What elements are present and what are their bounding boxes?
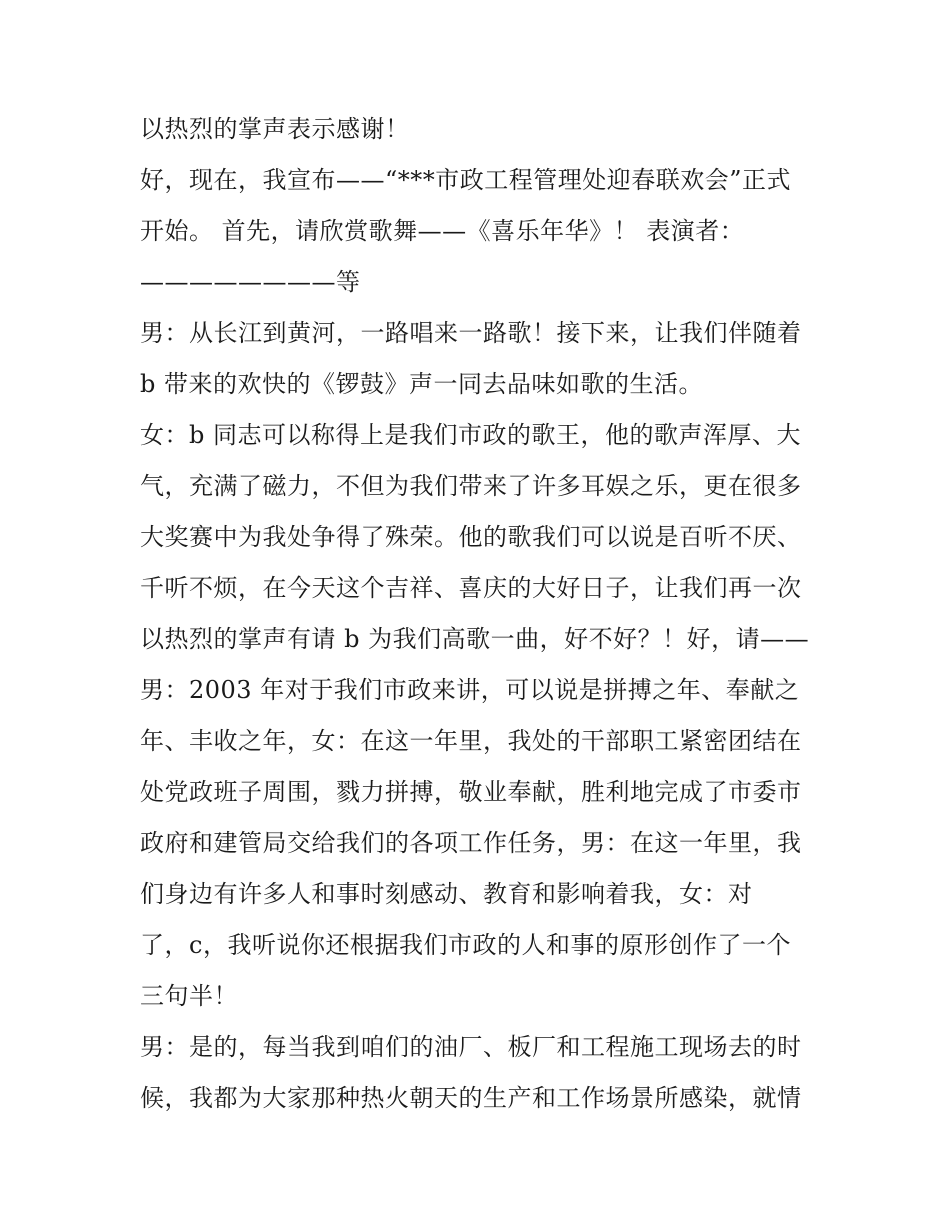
text-line: ————————等 [140,268,361,296]
text-line: 气，充满了磁力，不但为我们带来了许多耳娱之乐，更在很多 [140,472,802,500]
text-line: b 带来的欢快的《锣鼓》声一同去品味如歌的生活。 [140,370,703,398]
text-line: 好，现在，我宣布——“***市政工程管理处迎春联欢会”正式 [140,166,792,194]
text-line: 三句半！ [140,982,238,1010]
text-line: 了，c，我听说你还根据我们市政的人和事的原形创作了一个 [140,931,791,959]
text-line: 们身边有许多人和事时刻感动、教育和影响着我，女：对 [140,880,753,908]
text-line: 女：b 同志可以称得上是我们市政的歌王，他的歌声浑厚、大 [140,421,801,449]
text-line: 男：从长江到黄河，一路唱来一路歌！接下来，让我们伴随着 [140,319,802,347]
text-line: 男：是的，每当我到咱们的油厂、板厂和工程施工现场去的时 [140,1033,802,1061]
text-line: 处党政班子周围，戮力拼搏，敬业奉献，胜利地完成了市委市 [140,778,802,806]
text-line: 大奖赛中为我处争得了殊荣。他的歌我们可以说是百听不厌、 [140,523,802,551]
text-line: 政府和建管局交给我们的各项工作任务，男：在这一年里，我 [140,829,802,857]
text-line: 年、丰收之年，女：在这一年里，我处的干部职工紧密团结在 [140,727,802,755]
text-line: 候，我都为大家那种热火朝天的生产和工作场景所感染，就情 [140,1084,802,1112]
text-line: 以热烈的掌声表示感谢！ [140,115,410,143]
text-line: 千听不烦，在今天这个吉祥、喜庆的大好日子，让我们再一次 [140,574,802,602]
text-line: 以热烈的掌声有请 b 为我们高歌一曲，好不好？！好，请—— [140,625,810,653]
text-line: 男：2003 年对于我们市政来讲，可以说是拼搏之年、奉献之 [140,676,800,704]
text-line: 开始。 首先，请欣赏歌舞——《喜乐年华》！ 表演者： [140,217,745,245]
